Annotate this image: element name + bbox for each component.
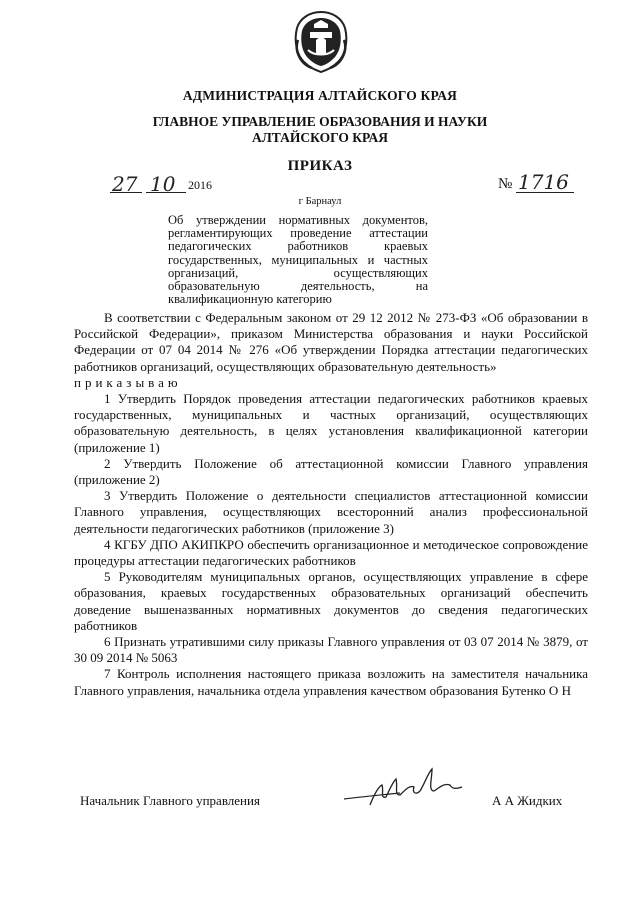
date-month: 10 (150, 172, 176, 196)
department-name-line1: ГЛАВНОЕ УПРАВЛЕНИЕ ОБРАЗОВАНИЯ И НАУКИ (152, 114, 488, 129)
order-item: 2 Утвердить Положение об аттестационной комиссии Главного управления (приложение 2) (74, 455, 588, 488)
preamble: В соответствии с Федеральным законом от 29 12 2012 № 273-ФЗ «Об образовании в Российской Федерации», приказом Министерства образования и науки Российской Федерации от 07 04 2014 № 276 «Об утверждении Порядка аттестации педагогических работников организаций, осуществляющих образовательную деятельность» (74, 310, 588, 374)
signatory-position: Начальник Главного управления (80, 793, 260, 808)
order-item: 3 Утвердить Положение о деятельности специалистов аттестационной комиссии Главного управления, осуществляющих всесторонний анализ профессиональной деятельности педагогических работников (приложение 3) (74, 488, 588, 536)
organization-name: АДМИНИСТРАЦИЯ АЛТАЙСКОГО КРАЯ (182, 88, 458, 103)
city: г Барнаул (298, 196, 342, 207)
date-day: 27 (112, 172, 138, 196)
number-sign: № (498, 176, 513, 192)
date-underline (110, 192, 142, 193)
order-item: 1 Утвердить Порядок проведения аттестации педагогических работников краевых государственных, муниципальных и частных организаций, осуществляющих образовательную деятельность, в целях установления квалификационной категории (приложение 1) (74, 391, 588, 455)
document-type-title: ПРИКАЗ (287, 158, 353, 174)
order-item: 7 Контроль исполнения настоящего приказа возложить на заместителя начальника Главного управления, начальника отдела управления качеством образования Бутенко О Н (74, 666, 588, 698)
order-number (498, 172, 578, 196)
handwritten-signature (340, 765, 480, 815)
date-underline (146, 192, 186, 193)
date-year: 2016 (188, 178, 212, 192)
order-item: 6 Признать утратившими силу приказы Главного управления от 03 07 2014 № 3879, от 30 09 2014 № 5063 (74, 634, 588, 666)
department-name (0, 114, 640, 146)
signatory-name: А А Жидких (492, 793, 563, 808)
department-name-line2: АЛТАЙСКОГО КРАЯ (251, 130, 389, 145)
order-subject: Об утверждении нормативных документов, регламентирующих проведение аттестации педагогических работников краевых государственных, муниципальных и частных организаций, осуществляющих образовательную деятельность, на квалификационную категорию (168, 213, 428, 307)
order-item: 4 КГБУ ДПО АКИПКРО обеспечить организационное и методическое сопровождение процедуры аттестации педагогических работников (74, 536, 588, 569)
coat-of-arms-emblem (292, 10, 350, 74)
number-underline (516, 192, 574, 193)
number-value: 1716 (518, 170, 569, 194)
order-body (74, 310, 588, 699)
order-item: 5 Руководителям муниципальных органов, осуществляющих управление в сфере образования, краевых государственных образовательных организаций обеспечить доведение вышеназванных нормативных документов до сведения педагогических работников (74, 569, 588, 633)
order-word: приказываю (74, 374, 182, 390)
